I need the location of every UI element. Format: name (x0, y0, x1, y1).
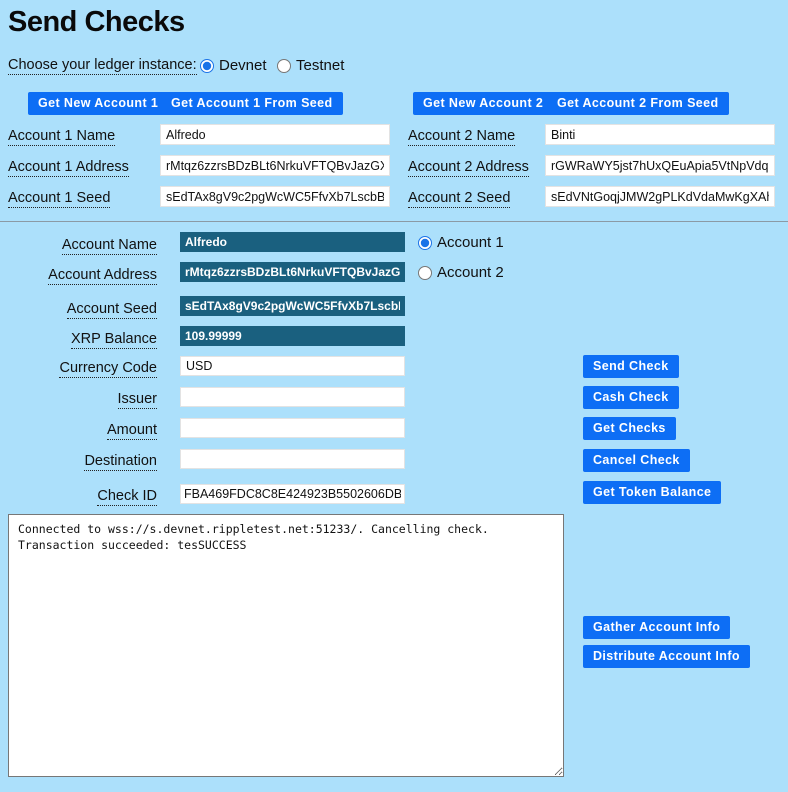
account2-address-label: Account 2 Address (408, 159, 529, 175)
account2-name-label: Account 2 Name (408, 128, 516, 144)
account-address-field[interactable] (180, 262, 405, 282)
check-id-field[interactable] (180, 484, 405, 504)
ledger-devnet-radio[interactable] (200, 59, 214, 73)
xrp-balance-field[interactable] (180, 326, 405, 346)
account2-radio[interactable] (418, 266, 432, 280)
currency-code-field[interactable] (180, 356, 405, 376)
issuer-label: Issuer (117, 391, 157, 407)
currency-code-label: Currency Code (59, 360, 157, 376)
account2-seed-input[interactable] (545, 186, 775, 207)
cash-check-button[interactable]: Cash Check (583, 386, 679, 409)
account1-seed-label: Account 1 Seed (8, 190, 111, 206)
account1-radio[interactable] (418, 236, 432, 250)
issuer-field[interactable] (180, 387, 405, 407)
log-output-textarea[interactable] (8, 514, 564, 777)
amount-field[interactable] (180, 418, 405, 438)
cancel-check-button[interactable]: Cancel Check (583, 449, 690, 472)
account2-radio-label: Account 2 (437, 264, 504, 281)
account-seed-label: Account Seed (66, 301, 157, 317)
page-title: Send Checks (8, 6, 185, 38)
get-new-account2-button[interactable]: Get New Account 2 (413, 92, 553, 115)
get-checks-button[interactable]: Get Checks (583, 417, 676, 440)
divider (0, 221, 788, 222)
account1-address-input[interactable] (160, 155, 390, 176)
distribute-account-info-button[interactable]: Distribute Account Info (583, 645, 750, 668)
amount-label: Amount (107, 422, 157, 438)
account-name-field[interactable] (180, 232, 405, 252)
account1-seed-input[interactable] (160, 186, 390, 207)
get-token-balance-button[interactable]: Get Token Balance (583, 481, 721, 504)
account1-name-input[interactable] (160, 124, 390, 145)
ledger-testnet-radio[interactable] (277, 59, 291, 73)
send-check-button[interactable]: Send Check (583, 355, 679, 378)
account2-address-input[interactable] (545, 155, 775, 176)
account-address-label: Account Address (48, 267, 157, 283)
account2-name-input[interactable] (545, 124, 775, 145)
account1-address-label: Account 1 Address (8, 159, 129, 175)
ledger-instance-label: Choose your ledger instance: (8, 57, 197, 73)
ledger-devnet-label: Devnet (219, 57, 267, 74)
account-seed-field[interactable] (180, 296, 405, 316)
account1-name-label: Account 1 Name (8, 128, 116, 144)
check-id-label: Check ID (97, 488, 157, 504)
account-name-label: Account Name (61, 237, 157, 253)
get-new-account1-button[interactable]: Get New Account 1 (28, 92, 168, 115)
destination-label: Destination (84, 453, 157, 469)
xrp-balance-label: XRP Balance (71, 331, 157, 347)
destination-field[interactable] (180, 449, 405, 469)
get-account2-from-seed-button[interactable]: Get Account 2 From Seed (547, 92, 729, 115)
ledger-testnet-label: Testnet (296, 57, 345, 74)
get-account1-from-seed-button[interactable]: Get Account 1 From Seed (161, 92, 343, 115)
account2-seed-label: Account 2 Seed (408, 190, 511, 206)
gather-account-info-button[interactable]: Gather Account Info (583, 616, 730, 639)
account1-radio-label: Account 1 (437, 234, 504, 251)
